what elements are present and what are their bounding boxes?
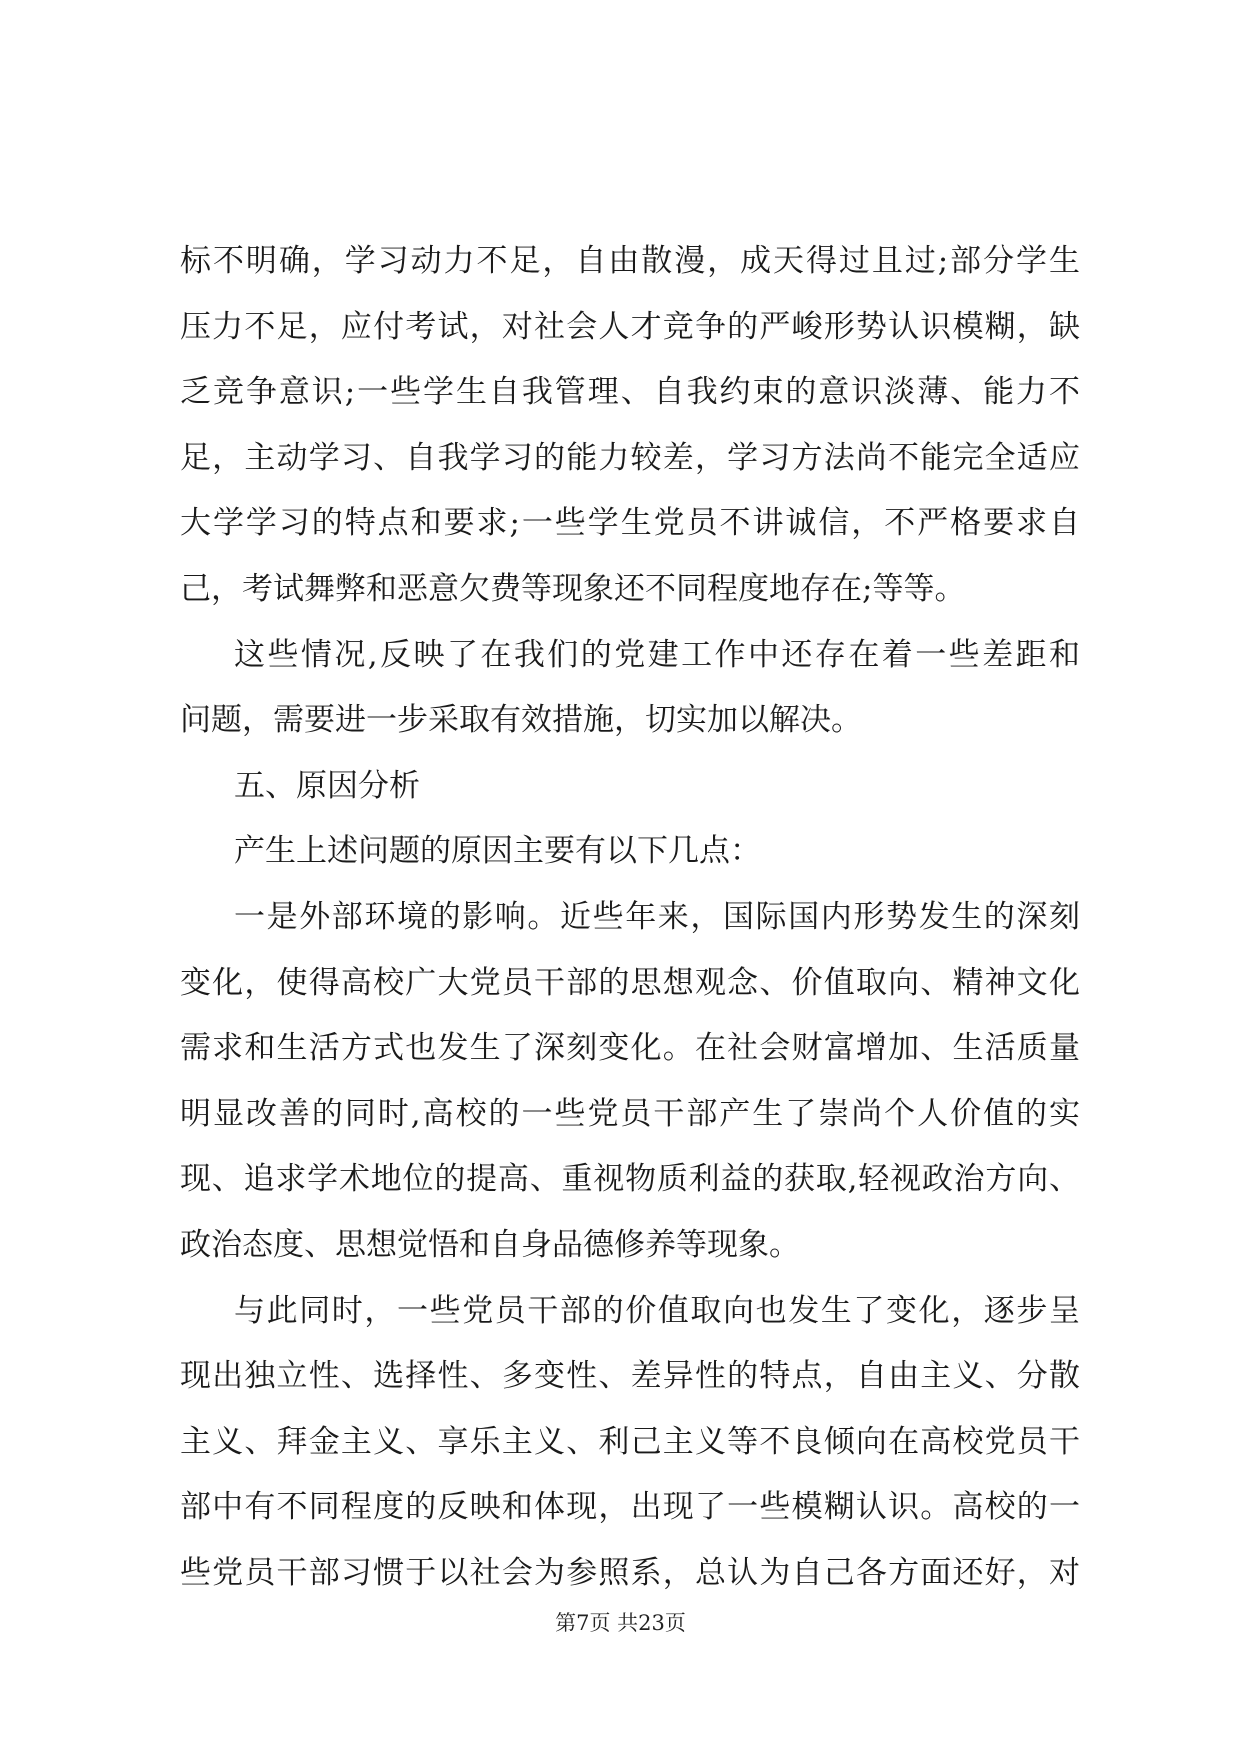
text-line: 己，考试舞弊和恶意欠费等现象还不同程度地存在;等等。: [180, 570, 966, 607]
text-line: 标不明确，学习动力不足，自由散漫，成天得过且过;部分学生: [180, 243, 1080, 279]
text-line: 些党员干部习惯于以社会为参照系，总认为自己各方面还好，对: [180, 1554, 1080, 1591]
text-line: 明显改善的同时,高校的一些党员干部产生了崇尚个人价值的实: [180, 1095, 1080, 1132]
text-line: 足，主动学习、自我学习的能力较差，学习方法尚不能完全适应: [180, 439, 1080, 476]
text-line: 乏竞争意识;一些学生自我管理、自我约束的意识淡薄、能力不: [180, 374, 1080, 411]
text-line: 与此同时，一些党员干部的价值取向也发生了变化，逐步呈: [234, 1292, 1080, 1329]
body-text: [180, 229, 1080, 1606]
text-line: 现出独立性、选择性、多变性、差异性的特点，自由主义、分散: [180, 1358, 1080, 1395]
text-line: 大学学习的特点和要求;一些学生党员不讲诚信，不严格要求自: [180, 505, 1080, 542]
text-line: 部中有不同程度的反映和体现，出现了一些模糊认识。高校的一: [180, 1489, 1080, 1526]
text-line: 这些情况,反映了在我们的党建工作中还存在着一些差距和: [234, 636, 1080, 673]
page-number: 第7页 共23页: [555, 1611, 686, 1635]
text-line: 变化，使得高校广大党员干部的思想观念、价值取向、精神文化: [180, 964, 1080, 1001]
text-line: 一是外部环境的影响。近些年来，国际国内形势发生的深刻: [234, 898, 1080, 935]
text-line: 现、追求学术地位的提高、重视物质利益的获取,轻视政治方向、: [180, 1161, 1080, 1198]
text-line: 主义、拜金主义、享乐主义、利己主义等不良倾向在高校党员干: [180, 1423, 1080, 1460]
text-line: 需求和生活方式也发生了深刻变化。在社会财富增加、生活质量: [180, 1030, 1080, 1067]
text-line: 产生上述问题的原因主要有以下几点：: [234, 833, 761, 870]
text-line: 压力不足，应付考试，对社会人才竞争的严峻形势认识模糊，缺: [180, 308, 1080, 345]
section-heading: 五、原因分析: [234, 767, 420, 804]
text-line: 问题，需要进一步采取有效措施，切实加以解决。: [180, 702, 862, 739]
text-line: 政治态度、思想觉悟和自身品德修养等现象。: [180, 1226, 800, 1263]
